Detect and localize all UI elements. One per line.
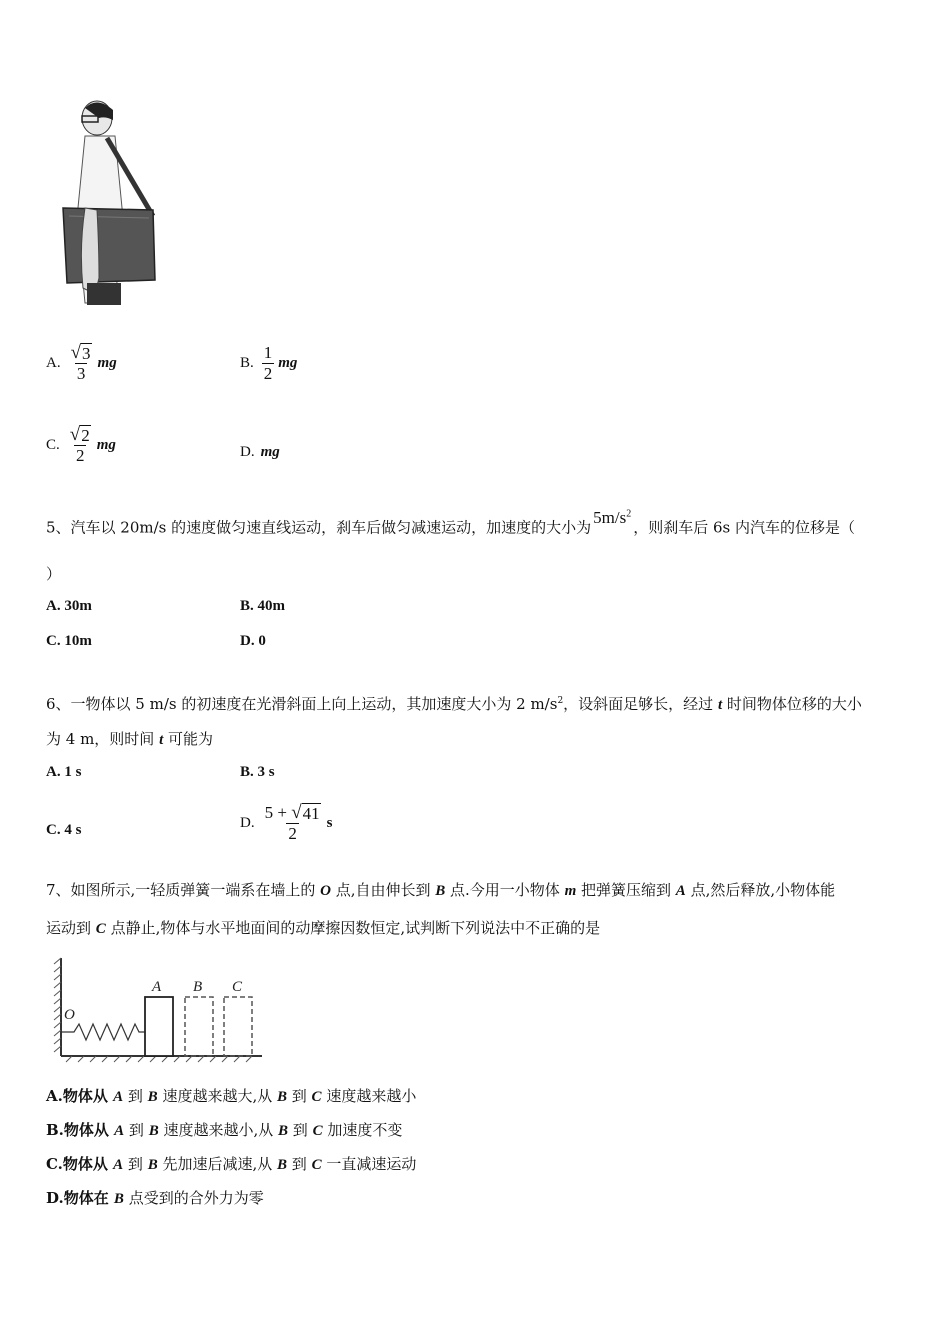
- label-a: A: [152, 979, 162, 995]
- q4-option-a[interactable]: [46, 338, 117, 388]
- q5-option-b[interactable]: B. 40m: [240, 598, 285, 614]
- q6-option-c[interactable]: C. 4 s: [46, 822, 82, 838]
- q7-option-c[interactable]: C.物体从 A 到 B 先加速后减速,从 B 到 C 一直减速运动: [46, 1155, 417, 1173]
- block-c-ghost: [224, 997, 252, 1056]
- fraction: 5 + √ 41 2: [264, 801, 320, 843]
- q6-option-b[interactable]: B. 3 s: [240, 764, 275, 780]
- fraction: √ 2 2: [69, 423, 90, 465]
- radicand: 3: [82, 343, 91, 363]
- spring-block-figure: [52, 956, 264, 1064]
- q4-option-c[interactable]: [46, 420, 116, 470]
- option-label: D.: [240, 444, 255, 460]
- option-label: D.: [240, 814, 255, 831]
- fraction: √ 3 3: [70, 341, 91, 383]
- q7-option-a[interactable]: A.物体从 A 到 B 速度越来越大,从 B 到 C 速度越来越小: [46, 1087, 417, 1105]
- man-with-bag-photo: [55, 98, 165, 308]
- radicand: 2: [81, 425, 90, 445]
- q7-stem-line1: 7、如图所示,一轻质弹簧一端系在墙上的 O 点,自由伸长到 B 点.今用一小物体 m 把弹簧压缩到 A 点,然后释放,小物体能: [46, 881, 836, 899]
- denominator: 3: [76, 363, 86, 383]
- q5-stem-end: ）: [46, 565, 62, 583]
- q5-option-a[interactable]: A. 30m: [46, 598, 92, 614]
- label-b: B: [193, 979, 203, 995]
- var-t: t: [717, 697, 723, 713]
- option-label: C.: [46, 436, 60, 453]
- option-label: B.: [240, 354, 254, 371]
- block-b-ghost: [185, 997, 213, 1056]
- fraction: [262, 343, 275, 384]
- var-t: t: [159, 732, 164, 748]
- radicand: 41: [302, 803, 320, 823]
- label-c: C: [232, 979, 243, 995]
- numerator: 1: [263, 342, 273, 362]
- denominator: 2: [263, 363, 273, 383]
- q6-option-d[interactable]: [240, 796, 332, 850]
- q5-stem: [46, 507, 855, 538]
- q5-accel: $5m/s^2$: [593, 507, 632, 527]
- q7-stem-line2: 运动到 C 点静止,物体与水平地面间的动摩擦因数恒定,试判断下列说法中不正确的是: [46, 919, 601, 937]
- spring: [61, 1024, 145, 1040]
- q5-option-d[interactable]: D. 0: [240, 633, 266, 649]
- option-tail: mg: [278, 354, 298, 371]
- q6-stem-line1: 6、一物体以 5 m/s 的初速度在光滑斜面上向上运动，其加速度大小为 2 $m/s^2$，设斜面足够长，经过 t 时间物体位移的大小: [46, 695, 862, 713]
- option-tail: mg: [96, 436, 116, 453]
- q4-option-d[interactable]: [240, 444, 280, 461]
- q6-stem-line2: 为 4 m，则时间 t 可能为: [46, 730, 214, 748]
- option-text: mg: [260, 444, 280, 460]
- block-a: [145, 997, 173, 1056]
- q5-text-2: ，则刹车后 6s 内汽车的位移是（: [633, 518, 855, 537]
- option-tail: mg: [97, 354, 117, 371]
- denominator: 2: [288, 823, 297, 843]
- q7-option-b[interactable]: B.物体从 A 到 B 速度越来越小,从 B 到 C 加速度不变: [46, 1121, 403, 1139]
- q7-option-d[interactable]: D.物体在 B 点受到的合外力为零: [46, 1189, 264, 1207]
- q5-text-1: 5、汽车以 20m/s 的速度做匀速直线运动，刹车后做匀减速运动，加速度的大小为: [46, 518, 592, 537]
- label-o: O: [64, 1007, 75, 1023]
- option-unit: s: [326, 814, 333, 831]
- q6-option-a[interactable]: A. 1 s: [46, 764, 82, 780]
- q4-option-b[interactable]: [240, 338, 297, 388]
- option-label: A.: [46, 354, 61, 371]
- q5-option-c[interactable]: C. 10m: [46, 633, 92, 649]
- denominator: 2: [75, 445, 85, 465]
